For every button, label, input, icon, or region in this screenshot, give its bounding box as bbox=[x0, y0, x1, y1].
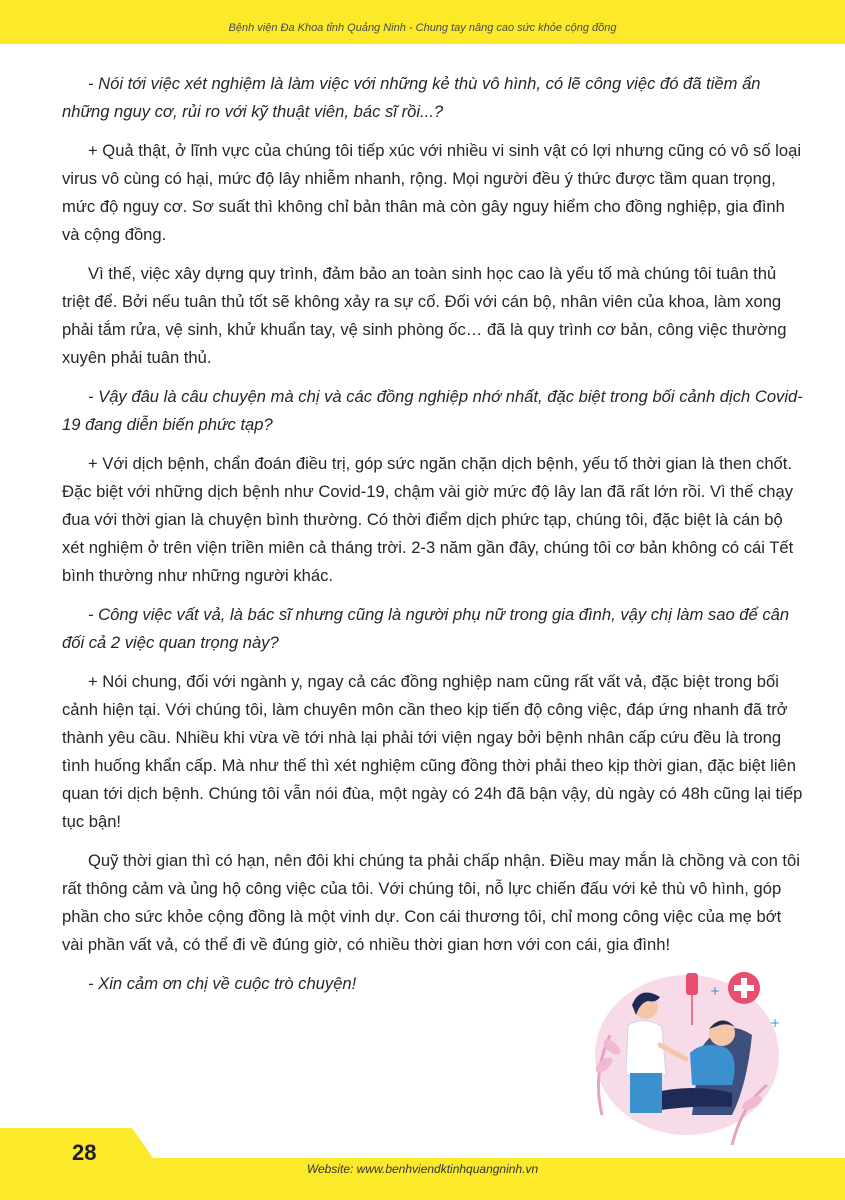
plus-sparkle-icon: + bbox=[710, 984, 721, 998]
running-header: Bệnh viện Đa Khoa tỉnh Quảng Ninh - Chung tay nâng cao sức khỏe cộng đồng bbox=[228, 22, 617, 34]
footer-website: Website: www.benhviendktinhquangninh.vn bbox=[306, 1162, 539, 1176]
interview-answer: + Nói chung, đối với ngành y, ngay cả các đồng nghiệp nam cũng rất vất vả, đặc biệt trong bối cảnh hiện tại. Với chúng tôi, làm chuyên môn cần theo kịp tiến độ công việc, đáp ứng nhanh đã trở thành yêu cầu. Nhiều khi vừa về tới nhà lại phải tới viện ngay bởi bệnh nhân cấp cứu đều là trong tình huống khẩn cấp. Mà như thế thì xét nghiệm cũng đồng thời phải theo kịp thời gian, đặc biệt liên quan tới dịch bệnh. Chúng tôi vẫn nói đùa, một ngày có 24h đã bận vậy, dù ngày có 48h cũng lại tiếp tục bận! bbox=[62, 672, 803, 831]
plus-sparkle-icon: + bbox=[770, 1016, 781, 1030]
interview-question: - Nói tới việc xét nghiệm là làm việc với những kẻ thù vô hình, có lẽ công việc đó đã tiềm ẩn những nguy cơ, rủi ro với kỹ thuật viên, bác sĩ rồi...? bbox=[62, 74, 761, 121]
blood-bag-icon bbox=[686, 973, 698, 995]
blood-donation-illustration bbox=[582, 955, 790, 1150]
interview-question: - Vậy đâu là câu chuyện mà chị và các đồng nghiệp nhớ nhất, đặc biệt trong bối cảnh dịch Covid-19 đang diễn biến phức tạp? bbox=[62, 387, 803, 434]
interview-answer: + Quả thật, ở lĩnh vực của chúng tôi tiếp xúc với nhiều vi sinh vật có lợi nhưng cũng có vô số loại virus vô cùng có hại, mức độ lây nhiễm nhanh, rộng. Mọi người đều ý thức được tầm quan trọng, mức độ nguy cơ. Sơ suất thì không chỉ bản thân mà còn gây nguy hiểm cho đồng nghiệp, gia đình và cộng đồng. bbox=[62, 141, 802, 244]
interview-answer: Vì thế, việc xây dựng quy trình, đảm bảo an toàn sinh học cao là yếu tố mà chúng tôi tuân thủ triệt để. Bởi nếu tuân thủ tốt sẽ không xảy ra sự cố. Đối với cán bộ, nhân viên của khoa, làm xong phải tắm rửa, vệ sinh, khử khuẩn tay, vệ sinh phòng ốc… đã là quy trình cơ bản, công việc thường xuyên phải tuân thủ. bbox=[62, 264, 787, 367]
illustration-graphic bbox=[582, 955, 790, 1150]
interview-answer: Quỹ thời gian thì có hạn, nên đôi khi chúng ta phải chấp nhận. Điều may mắn là chồng và con tôi rất thông cảm và ủng hộ công việc của tôi. Với chúng tôi, nỗ lực chiến đấu với kẻ thù vô hình, góp phần cho sức khỏe cộng đồng là một vinh dự. Con cái thương tôi, chỉ mong công việc của mẹ bớt vài phần vất vả, có thể đi về đúng giờ, có nhiều thời gian hơn với con cái, gia đình! bbox=[62, 851, 800, 954]
patient-shirt bbox=[690, 1045, 735, 1085]
article-body bbox=[62, 70, 805, 1009]
page-number: 28 bbox=[72, 1140, 97, 1165]
closing-remark: - Xin cảm ơn chị về cuộc trò chuyện! bbox=[88, 974, 357, 993]
interview-answer: + Với dịch bệnh, chẩn đoán điều trị, góp sức ngăn chặn dịch bệnh, yếu tố thời gian là then chốt. Đặc biệt với những dịch bệnh như Covid-19, chậm vài giờ mức độ lây lan đã rất lớn rồi. Vì thế chạy đua với thời gian là chuyện bình thường. Có thời điểm dịch phức tạp, chúng tôi, đặc biệt là cán bộ xét nghiệm ở trên viện triền miên cả tháng trời. 2-3 năm gần đây, chúng tôi cơ bản không có cái Tết bình thường như những người khác. bbox=[62, 454, 794, 585]
interview-question: - Công việc vất vả, là bác sĩ nhưng cũng là người phụ nữ trong gia đình, vậy chị làm sao để cân đối cả 2 việc quan trọng này? bbox=[62, 605, 790, 652]
nurse-pants bbox=[630, 1073, 662, 1113]
cross-bar bbox=[734, 985, 754, 991]
